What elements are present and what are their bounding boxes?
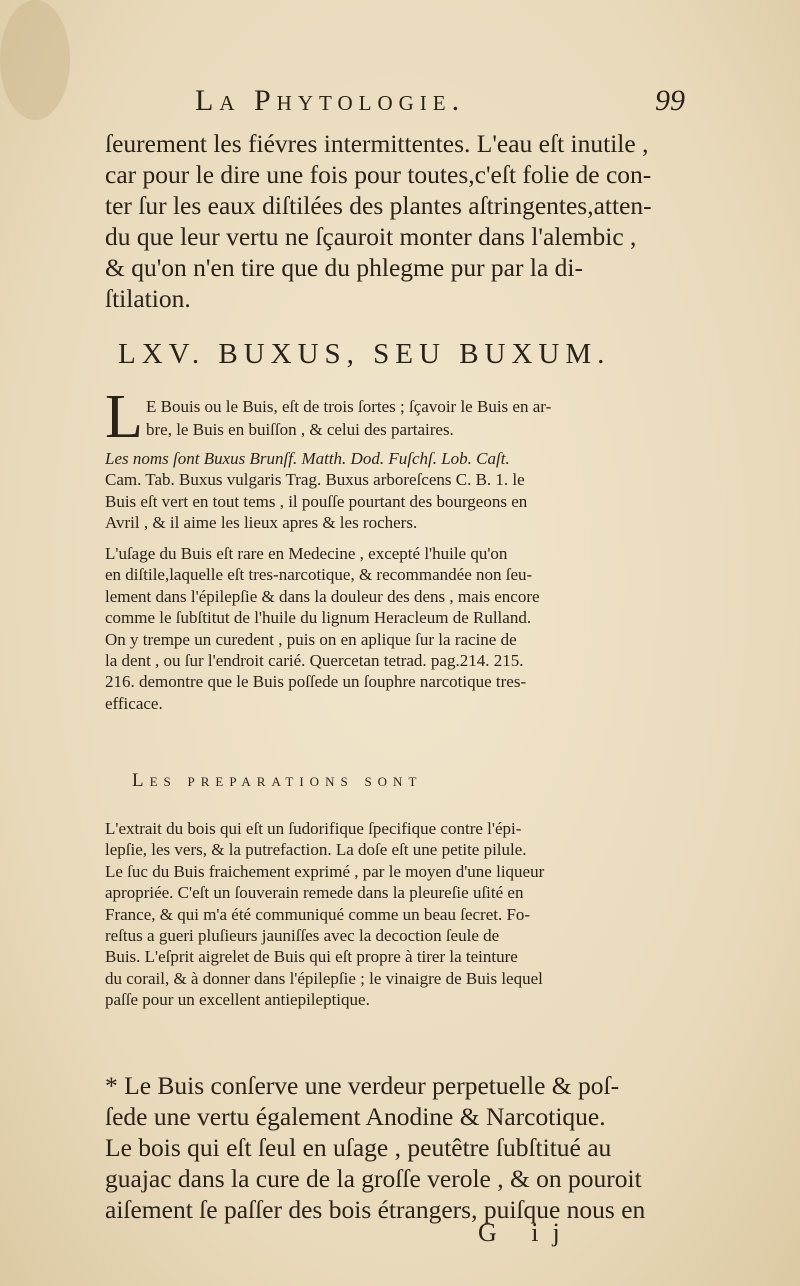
text-line: bre, le Buis en buiſſon , & celui des partaires. xyxy=(146,420,454,439)
drop-cap: L xyxy=(105,383,143,451)
text-line: Buis eſt vert en tout tems , il pouſſe pourtant des bourgeons en xyxy=(105,491,528,511)
text-line: la dent , ou ſur l'endroit carié. Quercetan tetrad. pag.214. 215. xyxy=(105,651,524,671)
text-line: guajac dans la cure de la groſſe verole , & on pouroit xyxy=(105,1164,642,1193)
text-line: ſede une vertu également Anodine & Narcotique. xyxy=(105,1102,606,1131)
text-line: comme le ſubſtitut de l'huile du lignum Heracleum de Rulland. xyxy=(105,608,532,628)
text-line: Avril , & il aime les lieux apres & les rochers. xyxy=(105,513,418,533)
text-line: efficace. xyxy=(105,693,163,713)
text-line: en diſtile,laquelle eſt tres-narcotique, & recommandée non ſeu- xyxy=(105,565,533,585)
text-line: ſeurement les fiévres intermittentes. L'eau eſt inutile , xyxy=(105,129,649,158)
text-line: Les noms ſont Buxus Brunſf. Matth. Dod. Fuſchſ. Lob. Caſt. xyxy=(105,449,510,468)
running-title: La Phytologie. xyxy=(195,84,466,117)
text-line: Buis. L'eſprit aigrelet de Buis qui eſt propre à tirer la teinture xyxy=(105,947,518,967)
text-line: Le bois qui eſt ſeul en uſage , peutêtre ſubſtitué au xyxy=(105,1133,612,1162)
text-line: aiſement ſe paſſer des bois étrangers, puiſque nous en xyxy=(105,1195,646,1224)
text-line: Cam. Tab. Buxus vulgaris Trag. Buxus arboreſcens C. B. 1. le xyxy=(105,470,525,490)
text-line: paſſe pour un excellent antiepileptique. xyxy=(105,990,370,1010)
text-line: On y trempe un curedent , puis on en aplique ſur la racine de xyxy=(105,629,517,649)
text-line: & qu'on n'en tire que du phlegme pur par la di- xyxy=(105,253,583,282)
page-number: 99 xyxy=(655,84,685,117)
paper-stain xyxy=(0,0,70,120)
page-header xyxy=(195,84,685,124)
intro-paragraph xyxy=(105,128,675,314)
text-line: reſtus a gueri pluſieurs jauniſſes avec la decoction ſeule de xyxy=(105,926,500,946)
text-line: Le ſuc du Buis fraichement exprimé , par le moyen d'une liqueur xyxy=(105,861,545,881)
names-paragraph xyxy=(105,448,675,534)
text-line: lement dans l'épilepſie & dans la douleur des dens , mais encore xyxy=(105,586,540,606)
text-line: * Le Buis conſerve une verdeur perpetuelle & poſ- xyxy=(105,1071,620,1100)
text-line: France, & qui m'a été communiqué comme un beau ſecret. Fo- xyxy=(105,904,531,924)
text-line: E Bouis ou le Buis, eſt de trois ſortes ; ſçavoir le Buis en ar- xyxy=(146,397,552,416)
text-line: ſtilation. xyxy=(105,284,191,313)
section-heading: LXV. BUXUS, SEU BUXUM. xyxy=(118,338,611,370)
preparations-paragraph xyxy=(105,818,675,1011)
usage-paragraph xyxy=(105,543,675,714)
note-paragraph xyxy=(105,1070,675,1225)
text-line: 216. demontre que le Buis poſſede un ſouphre narcotique tres- xyxy=(105,672,527,692)
text-line: du corail, & à donner dans l'épilepſie ; le vinaigre de Buis lequel xyxy=(105,968,543,988)
text-line: L'extrait du bois qui eſt un ſudorifique ſpecifique contre l'épi- xyxy=(105,819,522,838)
text-line: lepſie, les vers, & la putrefaction. La doſe eſt une petite pilule. xyxy=(105,840,527,860)
text-line: apropriée. C'eſt un ſouverain remede dans la pleureſie uſité en xyxy=(105,883,524,903)
text-line: ter ſur les eaux diſtilées des plantes aſtringentes,atten- xyxy=(105,191,652,220)
text-line: L'uſage du Buis eſt rare en Medecine , excepté l'huile qu'on xyxy=(105,544,508,563)
text-line: du que leur vertu ne ſçauroit monter dans l'alembic , xyxy=(105,222,637,251)
text-line: car pour le dire une fois pour toutes,c'eſt folie de con- xyxy=(105,160,652,189)
preparations-heading: Les preparations sont xyxy=(132,770,423,791)
signature-mark: G ij xyxy=(478,1218,574,1247)
